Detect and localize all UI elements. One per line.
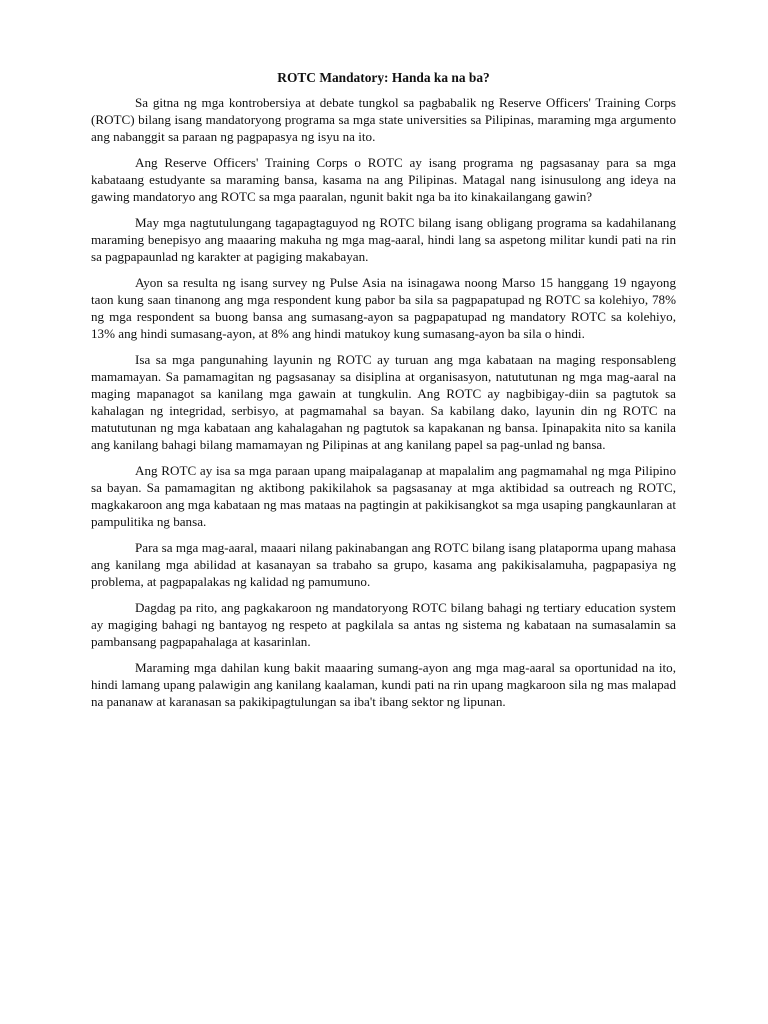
paragraph: Ayon sa resulta ng isang survey ng Pulse Asia na isinagawa noong Marso 15 hanggang 19 ngayong taon kung saan tinanong ang mga respondent kung pabor ba sila sa pagpapatupad ng ROTC sa kolehiyo, 78% ng mga respondent sa buong bansa ang sumasang-ayon sa pagpapatupad ng mandatory ROTC sa kolehiyo, 13% ang hindi sumasang-ayon, at 8% ang hindi matukoy kung sumasang-ayon ba sila o hindi. [91, 275, 676, 341]
paragraph: Dagdag pa rito, ang pagkakaroon ng mandatoryong ROTC bilang bahagi ng tertiary education system ay magiging bahagi ng bantayog ng respeto at pagkilala sa antas ng sistema ng kabataan na sumasalamin sa pambansang pagpapahalaga at kasarinlan. [91, 600, 676, 649]
paragraph: Isa sa mga pangunahing layunin ng ROTC ay turuan ang mga kabataan na maging responsableng mamamayan. Sa pamamagitan ng pagsasanay sa disiplina at organisasyon, natututunan ng mga mag-aaral na maging mapanagot sa kanilang mga gawain at tungkulin. Ang ROTC ay nagbibigay-diin sa pagtutok sa kahalagan ng integridad, serbisyo, at pagmamahal sa bayan. Sa kabilang dako, layunin din ng ROTC na matututunan ng mga kabataan ang kahalagahan ng pagtutok sa kapakanan ng bansa. Ipinapakita nito sa kanila ang kanilang bahagi bilang mamamayan ng Pilipinas at ang kanilang papel sa pag-unlad ng bansa. [91, 352, 676, 452]
paragraph: Ang ROTC ay isa sa mga paraan upang maipalaganap at mapalalim ang pagmamahal ng mga Pilipino sa bayan. Sa pamamagitan ng aktibong pakikilahok sa pagsasanay at mga aktibidad sa outreach ng ROTC, magkakaroon ang mga kabataan ng mas mataas na pagtingin at pakikisangkot sa mga usaping pangkaunlaran at pampulitika ng bansa. [91, 463, 676, 529]
paragraph: Sa gitna ng mga kontrobersiya at debate tungkol sa pagbabalik ng Reserve Officers' Training Corps (ROTC) bilang isang mandatoryong programa sa mga state universities sa Pilipinas, maraming mga argumento ang nabanggit sa paraan ng pagpapasya ng isyu na ito. [91, 95, 676, 144]
paragraph: May mga nagtutulungang tagapagtaguyod ng ROTC bilang isang obligang programa sa kadahilanang maraming benepisyo ang maaaring makuha ng mga mag-aaral, hindi lang sa aspetong militar kundi pati na rin sa pagpapaunlad ng karakter at pagiging makabayan. [91, 215, 676, 264]
paragraph: Maraming mga dahilan kung bakit maaaring sumang-ayon ang mga mag-aaral sa oportunidad na ito, hindi lamang upang palawigin ang kanilang kaalaman, kundi pati na rin upang magkaroon sila ng mas malapad na pananaw at karanasan sa pakikipagtulungan sa iba't ibang sektor ng lipunan. [91, 660, 676, 709]
document-body [91, 69, 676, 719]
paragraph: Para sa mga mag-aaral, maaari nilang pakinabangan ang ROTC bilang isang plataporma upang mahasa ang kanilang mga abilidad at kasanayan sa trabaho sa grupo, kasama ang pakikisalamuha, pagpapasiya ng problema, at pagpapalakas ng kalidad ng pamumuno. [91, 540, 676, 589]
paragraph: Ang Reserve Officers' Training Corps o ROTC ay isang programa ng pagsasanay para sa mga kabataang estudyante sa maraming bansa, kasama na ang Pilipinas. Matagal nang isinusulong ang ideya na gawing mandatoryo ang ROTC sa mga paaralan, ngunit bakit nga ba ito kinakailangang gawin? [91, 155, 676, 204]
document-title: ROTC Mandatory: Handa ka na ba? [277, 70, 490, 85]
